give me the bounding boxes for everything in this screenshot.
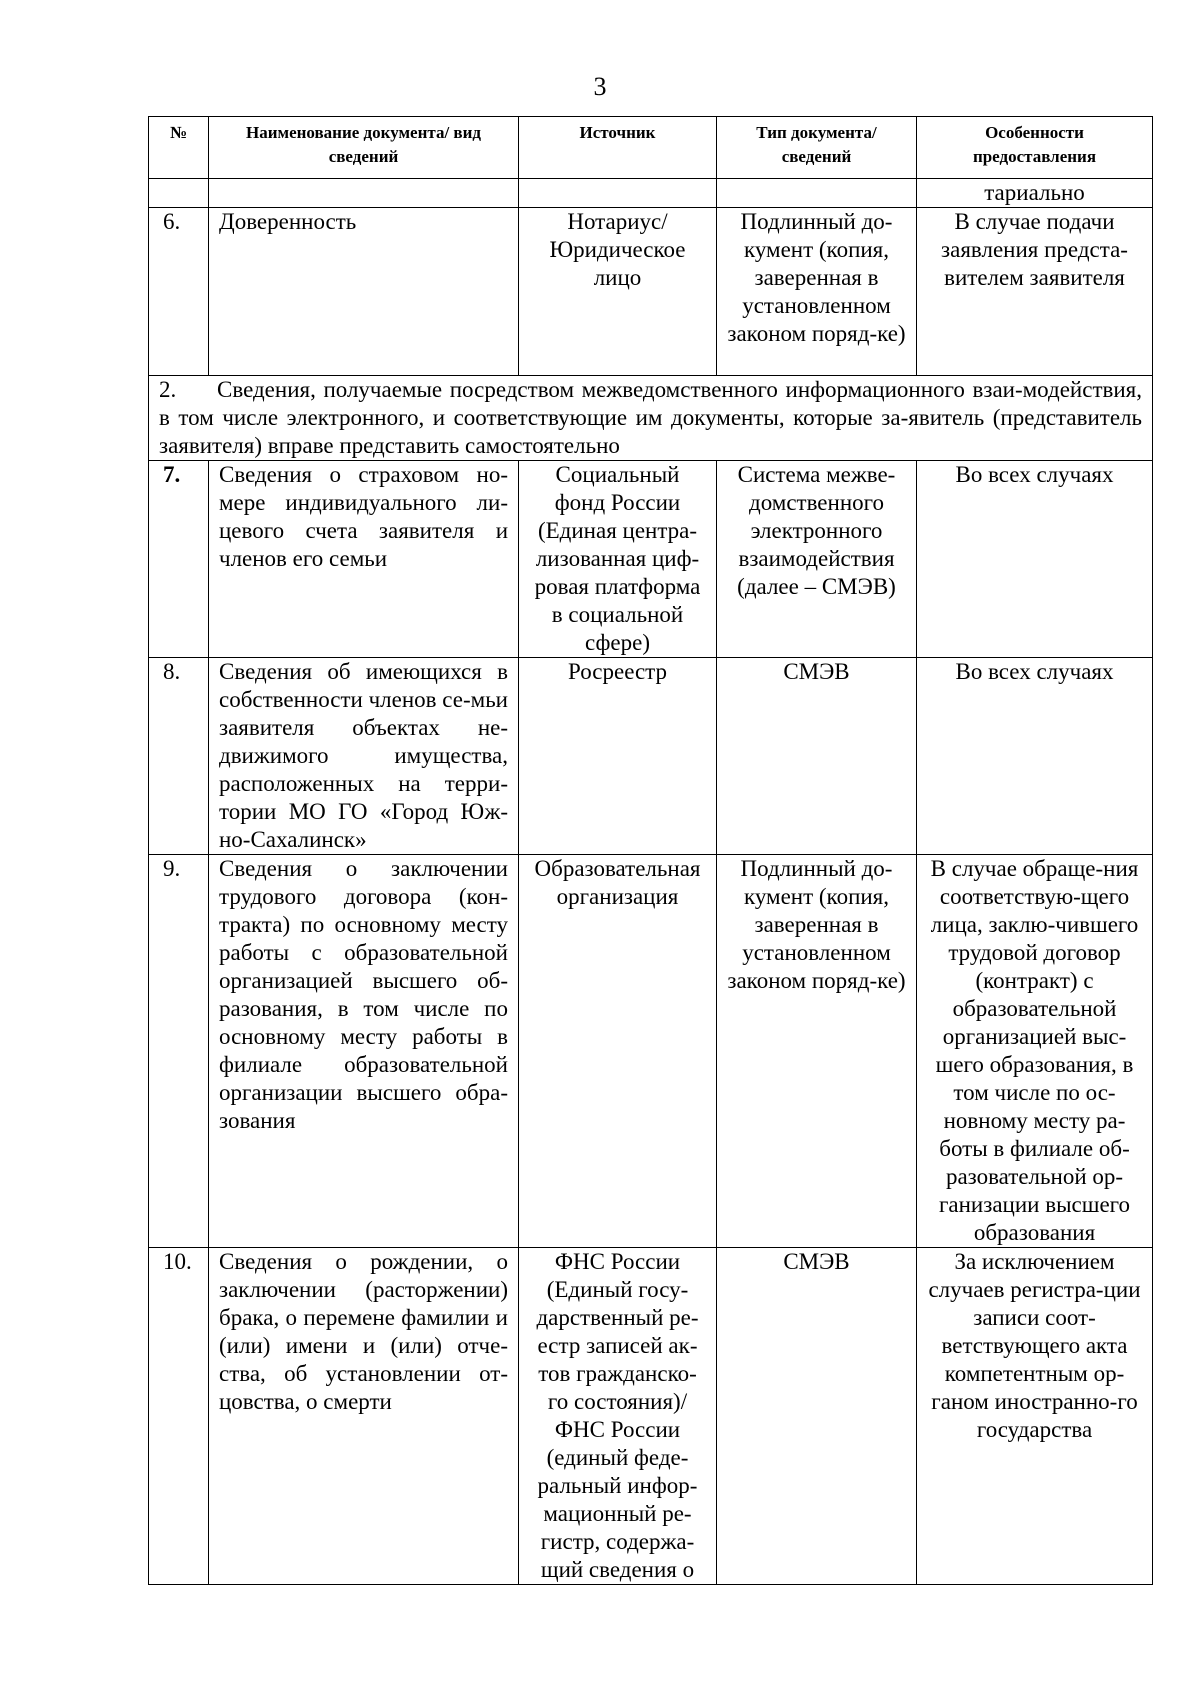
page-number: 3 <box>593 72 607 101</box>
cell-type: Подлинный до-кумент (копия, заверенная в установленном законом поряд-ке) <box>717 208 917 376</box>
table-row-continuation <box>149 179 1153 208</box>
table-row <box>149 461 1153 658</box>
cell-source: Нотариус/ Юридическое лицо <box>519 208 717 376</box>
cell-number: 10. <box>149 1248 209 1585</box>
header-features: Особенности предоставления <box>917 117 1153 179</box>
cell-number: 7. <box>149 461 209 658</box>
cell-source: Образовательная организация <box>519 855 717 1248</box>
header-document-name: Наименование документа/ вид сведений <box>209 117 519 179</box>
cell-name: Сведения об имеющихся в собственности членов се-мьи заявителя объектах не-движимого имущества, расположенных на терри-тории МО ГО «Город Юж-но-Сахалинск» <box>209 658 519 855</box>
cell-features: Во всех случаях <box>917 658 1153 855</box>
cell-type: Система межве-домственного электронного взаимодействия (далее – СМЭВ) <box>717 461 917 658</box>
cell-features: За исключением случаев регистра-ции записи соот-ветствующего акта компетентным ор-ганом иностранно-го государства <box>917 1248 1153 1585</box>
cell-type: Подлинный до-кумент (копия, заверенная в установленном законом поряд-ке) <box>717 855 917 1248</box>
cell-source: ФНС России (Единый госу-дарственный ре-естр записей ак-тов гражданско-го состояния)/ ФНС России (единый феде-ральный инфор-мационный ре-гистр, содержа-щий сведения о <box>519 1248 717 1585</box>
documents-table <box>148 116 1153 1585</box>
table-row <box>149 208 1153 376</box>
section-heading-row <box>149 376 1153 461</box>
cell-type: СМЭВ <box>717 658 917 855</box>
table-row <box>149 855 1153 1248</box>
header-source: Источник <box>519 117 717 179</box>
cell-features: В случае подачи заявления предста-вителем заявителя <box>917 208 1153 376</box>
cell-source: Росреестр <box>519 658 717 855</box>
cell-type: СМЭВ <box>717 1248 917 1585</box>
cell-name: Сведения о страховом но-мере индивидуального ли-цевого счета заявителя и членов его семьи <box>209 461 519 658</box>
cell-number: 6. <box>149 208 209 376</box>
table-row <box>149 658 1153 855</box>
cell-number: 9. <box>149 855 209 1248</box>
table-row <box>149 1248 1153 1585</box>
cell-name: Сведения о заключении трудового договора (кон-тракта) по основному месту работы с образовательной организацией высшего об-разования, в том числе по основному месту работы в филиале образовательной организации высшего обра-зования <box>209 855 519 1248</box>
cell-source: Социальный фонд России (Единая центра-лизованная циф-ровая платформа в социальной сфере) <box>519 461 717 658</box>
header-number: № <box>149 117 209 179</box>
cell-name <box>209 179 519 208</box>
cell-name: Сведения о рождении, о заключении (расторжении) брака, о перемене фамилии и (или) имени и (или) отче-ства, об установлении от-цовства, о смерти <box>209 1248 519 1585</box>
cell-number <box>149 179 209 208</box>
cell-features: В случае обраще-ния соответствую-щего лица, заклю-чившего трудовой договор (контракт) с образовательной организацией выс-шего образования, в том числе по ос-новному месту ра-боты в филиале об-разовательной ор-ганизации высшего образования <box>917 855 1153 1248</box>
cell-features: Во всех случаях <box>917 461 1153 658</box>
header-document-type: Тип документа/ сведений <box>717 117 917 179</box>
table-header-row <box>149 117 1153 179</box>
cell-number: 8. <box>149 658 209 855</box>
section-title: Сведения, получаемые посредством межведомственного информационного взаи-модействия, в том числе электронного, и соответствующие им документы, которые за-явитель (представитель заявителя) вправе представить самостоятельно <box>159 377 1142 458</box>
cell-name: Доверенность <box>209 208 519 376</box>
section-number: 2. <box>159 377 177 402</box>
cell-features: тариально <box>917 179 1153 208</box>
cell-type <box>717 179 917 208</box>
section-heading <box>149 376 1153 461</box>
cell-source <box>519 179 717 208</box>
